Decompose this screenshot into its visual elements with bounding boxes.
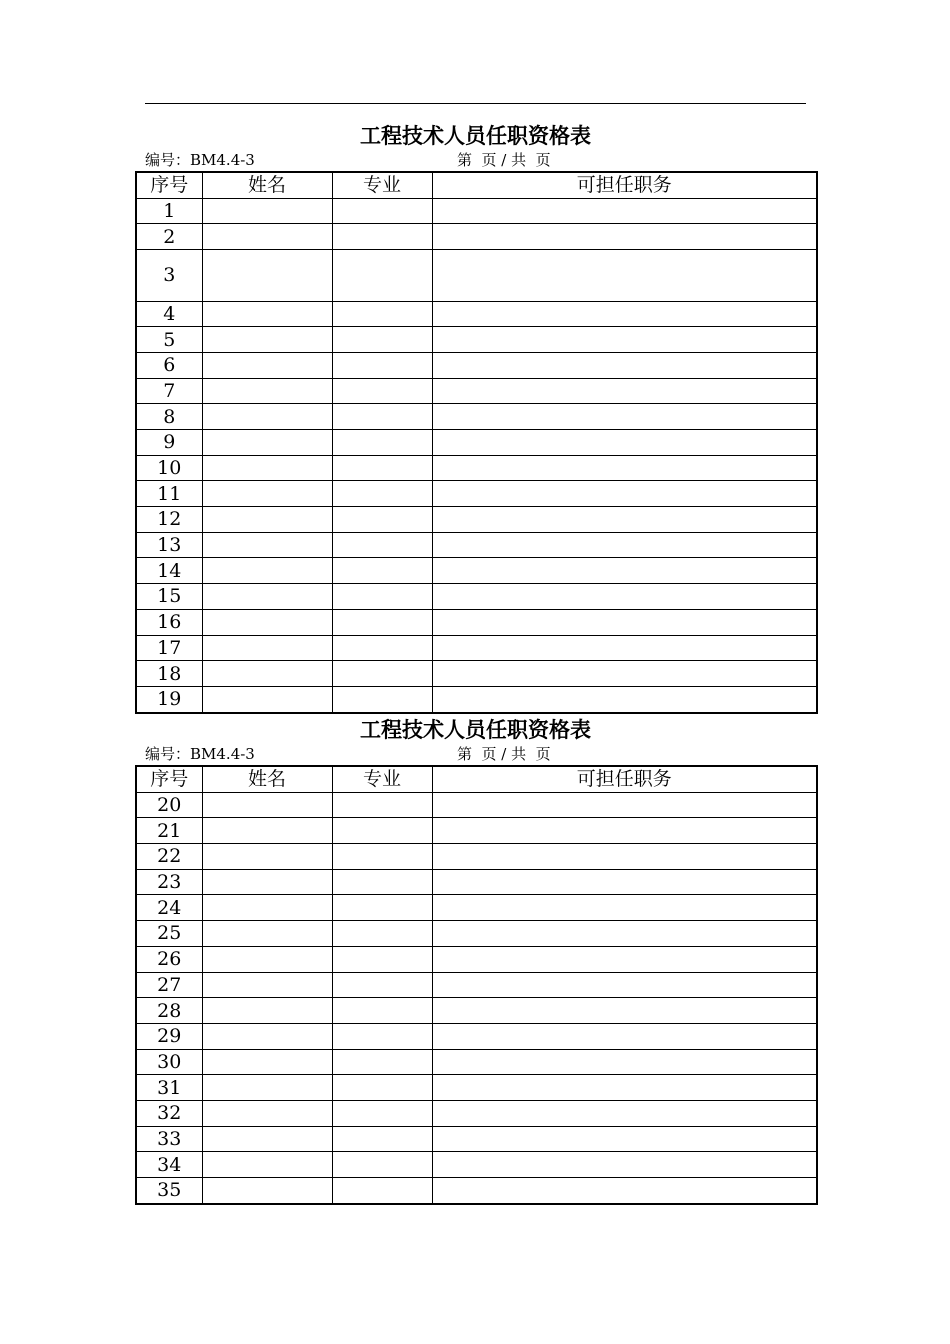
row-index: 7 (136, 378, 202, 404)
row-index: 18 (136, 661, 202, 687)
position-cell[interactable] (432, 1100, 817, 1126)
col-header-position: 可担任职务 (432, 172, 817, 198)
position-cell[interactable] (432, 301, 817, 327)
table-row (136, 686, 817, 712)
table-row (136, 224, 817, 250)
row-index: 3 (136, 250, 202, 302)
position-cell[interactable] (432, 895, 817, 921)
major-cell[interactable] (332, 455, 432, 481)
major-cell[interactable] (332, 998, 432, 1024)
col-header-name: 姓名 (202, 766, 332, 792)
row-index: 8 (136, 404, 202, 430)
row-index: 12 (136, 507, 202, 533)
row-index: 16 (136, 609, 202, 635)
name-cell[interactable] (202, 1126, 332, 1152)
table-row (136, 921, 817, 947)
table-body-2 (136, 792, 817, 1204)
name-cell[interactable] (202, 686, 332, 712)
major-cell[interactable] (332, 507, 432, 533)
form-section-1 (135, 123, 816, 714)
name-cell[interactable] (202, 404, 332, 430)
table-row (136, 1075, 817, 1101)
position-cell[interactable] (432, 558, 817, 584)
table-row (136, 1049, 817, 1075)
major-cell[interactable] (332, 224, 432, 250)
position-cell[interactable] (432, 250, 817, 302)
name-cell[interactable] (202, 1049, 332, 1075)
name-cell[interactable] (202, 1178, 332, 1204)
row-index: 9 (136, 430, 202, 456)
row-index: 28 (136, 998, 202, 1024)
major-cell[interactable] (332, 1126, 432, 1152)
name-cell[interactable] (202, 1100, 332, 1126)
table-row (136, 1126, 817, 1152)
row-index: 32 (136, 1100, 202, 1126)
position-cell[interactable] (432, 532, 817, 558)
major-cell[interactable] (332, 1075, 432, 1101)
major-cell[interactable] (332, 430, 432, 456)
position-cell[interactable] (432, 455, 817, 481)
col-header-major: 专业 (332, 172, 432, 198)
name-cell[interactable] (202, 224, 332, 250)
table-row (136, 558, 817, 584)
col-header-name: 姓名 (202, 172, 332, 198)
col-header-position: 可担任职务 (432, 766, 817, 792)
table-body-1 (136, 198, 817, 712)
major-cell[interactable] (332, 635, 432, 661)
position-cell[interactable] (432, 1049, 817, 1075)
table-row (136, 895, 817, 921)
table-row (136, 250, 817, 302)
position-cell[interactable] (432, 686, 817, 712)
position-cell[interactable] (432, 224, 817, 250)
major-cell[interactable] (332, 198, 432, 224)
row-index: 17 (136, 635, 202, 661)
major-cell[interactable] (332, 895, 432, 921)
table-row (136, 327, 817, 353)
major-cell[interactable] (332, 1178, 432, 1204)
row-index: 22 (136, 844, 202, 870)
row-index: 13 (136, 532, 202, 558)
table-row (136, 378, 817, 404)
major-cell[interactable] (332, 352, 432, 378)
row-index: 14 (136, 558, 202, 584)
col-header-major: 专业 (332, 766, 432, 792)
position-cell[interactable] (432, 198, 817, 224)
position-cell[interactable] (432, 869, 817, 895)
name-cell[interactable] (202, 558, 332, 584)
name-cell[interactable] (202, 921, 332, 947)
position-cell[interactable] (432, 1023, 817, 1049)
major-cell[interactable] (332, 972, 432, 998)
table-row (136, 844, 817, 870)
major-cell[interactable] (332, 661, 432, 687)
row-index: 29 (136, 1023, 202, 1049)
major-cell[interactable] (332, 404, 432, 430)
page-info: 第 页 / 共 页 (457, 745, 551, 763)
page-info: 第 页 / 共 页 (457, 151, 551, 169)
row-index: 24 (136, 895, 202, 921)
position-cell[interactable] (432, 1152, 817, 1178)
major-cell[interactable] (332, 921, 432, 947)
name-cell[interactable] (202, 792, 332, 818)
position-cell[interactable] (432, 404, 817, 430)
form-meta (135, 149, 816, 171)
table-row (136, 301, 817, 327)
table-row (136, 818, 817, 844)
form-code: 编号：BM4.4-3 (145, 745, 255, 763)
name-cell[interactable] (202, 198, 332, 224)
table-row (136, 481, 817, 507)
name-cell[interactable] (202, 584, 332, 610)
row-index: 19 (136, 686, 202, 712)
table-row (136, 1178, 817, 1204)
row-index: 23 (136, 869, 202, 895)
position-cell[interactable] (432, 844, 817, 870)
form-meta (135, 743, 816, 765)
row-index: 30 (136, 1049, 202, 1075)
major-cell[interactable] (332, 1100, 432, 1126)
row-index: 34 (136, 1152, 202, 1178)
major-cell[interactable] (332, 946, 432, 972)
table-row (136, 404, 817, 430)
major-cell[interactable] (332, 1152, 432, 1178)
form-code: 编号：BM4.4-3 (145, 151, 255, 169)
row-index: 20 (136, 792, 202, 818)
row-index: 11 (136, 481, 202, 507)
major-cell[interactable] (332, 609, 432, 635)
header-row (136, 766, 817, 792)
position-cell[interactable] (432, 635, 817, 661)
row-index: 31 (136, 1075, 202, 1101)
major-cell[interactable] (332, 558, 432, 584)
major-cell[interactable] (332, 301, 432, 327)
position-cell[interactable] (432, 378, 817, 404)
row-index: 6 (136, 352, 202, 378)
position-cell[interactable] (432, 584, 817, 610)
row-index: 26 (136, 946, 202, 972)
table-row (136, 430, 817, 456)
table-row (136, 455, 817, 481)
major-cell[interactable] (332, 532, 432, 558)
position-cell[interactable] (432, 507, 817, 533)
row-index: 33 (136, 1126, 202, 1152)
row-index: 21 (136, 818, 202, 844)
table-row (136, 792, 817, 818)
name-cell[interactable] (202, 430, 332, 456)
row-index: 15 (136, 584, 202, 610)
name-cell[interactable] (202, 972, 332, 998)
name-cell[interactable] (202, 250, 332, 302)
position-cell[interactable] (432, 327, 817, 353)
major-cell[interactable] (332, 792, 432, 818)
name-cell[interactable] (202, 532, 332, 558)
name-cell[interactable] (202, 844, 332, 870)
name-cell[interactable] (202, 1075, 332, 1101)
table-row (136, 1100, 817, 1126)
form-section-2 (135, 717, 816, 1205)
qualification-table-2 (135, 765, 818, 1205)
header-rule (145, 103, 806, 104)
position-cell[interactable] (432, 946, 817, 972)
position-cell[interactable] (432, 792, 817, 818)
position-cell[interactable] (432, 1126, 817, 1152)
table-row (136, 661, 817, 687)
position-cell[interactable] (432, 609, 817, 635)
qualification-table-1 (135, 171, 818, 714)
name-cell[interactable] (202, 635, 332, 661)
position-cell[interactable] (432, 972, 817, 998)
name-cell[interactable] (202, 327, 332, 353)
row-index: 4 (136, 301, 202, 327)
position-cell[interactable] (432, 1178, 817, 1204)
table-row (136, 1023, 817, 1049)
col-header-index: 序号 (136, 172, 202, 198)
name-cell[interactable] (202, 455, 332, 481)
major-cell[interactable] (332, 584, 432, 610)
row-index: 5 (136, 327, 202, 353)
name-cell[interactable] (202, 301, 332, 327)
position-cell[interactable] (432, 430, 817, 456)
name-cell[interactable] (202, 661, 332, 687)
name-cell[interactable] (202, 507, 332, 533)
major-cell[interactable] (332, 1023, 432, 1049)
table-row (136, 507, 817, 533)
table-row (136, 532, 817, 558)
form-title: 工程技术人员任职资格表 (360, 718, 591, 742)
table-row (136, 946, 817, 972)
position-cell[interactable] (432, 661, 817, 687)
row-index: 10 (136, 455, 202, 481)
name-cell[interactable] (202, 609, 332, 635)
name-cell[interactable] (202, 869, 332, 895)
table-row (136, 635, 817, 661)
position-cell[interactable] (432, 998, 817, 1024)
row-index: 2 (136, 224, 202, 250)
table-row (136, 609, 817, 635)
form-title: 工程技术人员任职资格表 (360, 124, 591, 148)
table-row (136, 584, 817, 610)
major-cell[interactable] (332, 818, 432, 844)
major-cell[interactable] (332, 378, 432, 404)
major-cell[interactable] (332, 1049, 432, 1075)
major-cell[interactable] (332, 327, 432, 353)
name-cell[interactable] (202, 481, 332, 507)
position-cell[interactable] (432, 481, 817, 507)
name-cell[interactable] (202, 378, 332, 404)
position-cell[interactable] (432, 818, 817, 844)
col-header-index: 序号 (136, 766, 202, 792)
table-row (136, 998, 817, 1024)
position-cell[interactable] (432, 352, 817, 378)
major-cell[interactable] (332, 481, 432, 507)
major-cell[interactable] (332, 869, 432, 895)
position-cell[interactable] (432, 921, 817, 947)
name-cell[interactable] (202, 1023, 332, 1049)
name-cell[interactable] (202, 998, 332, 1024)
header-row (136, 172, 817, 198)
row-index: 35 (136, 1178, 202, 1204)
row-index: 25 (136, 921, 202, 947)
name-cell[interactable] (202, 1152, 332, 1178)
row-index: 1 (136, 198, 202, 224)
row-index: 27 (136, 972, 202, 998)
name-cell[interactable] (202, 946, 332, 972)
table-row (136, 198, 817, 224)
name-cell[interactable] (202, 895, 332, 921)
name-cell[interactable] (202, 818, 332, 844)
table-row (136, 1152, 817, 1178)
major-cell[interactable] (332, 250, 432, 302)
table-row (136, 972, 817, 998)
table-row (136, 869, 817, 895)
major-cell[interactable] (332, 844, 432, 870)
position-cell[interactable] (432, 1075, 817, 1101)
table-row (136, 352, 817, 378)
name-cell[interactable] (202, 352, 332, 378)
major-cell[interactable] (332, 686, 432, 712)
